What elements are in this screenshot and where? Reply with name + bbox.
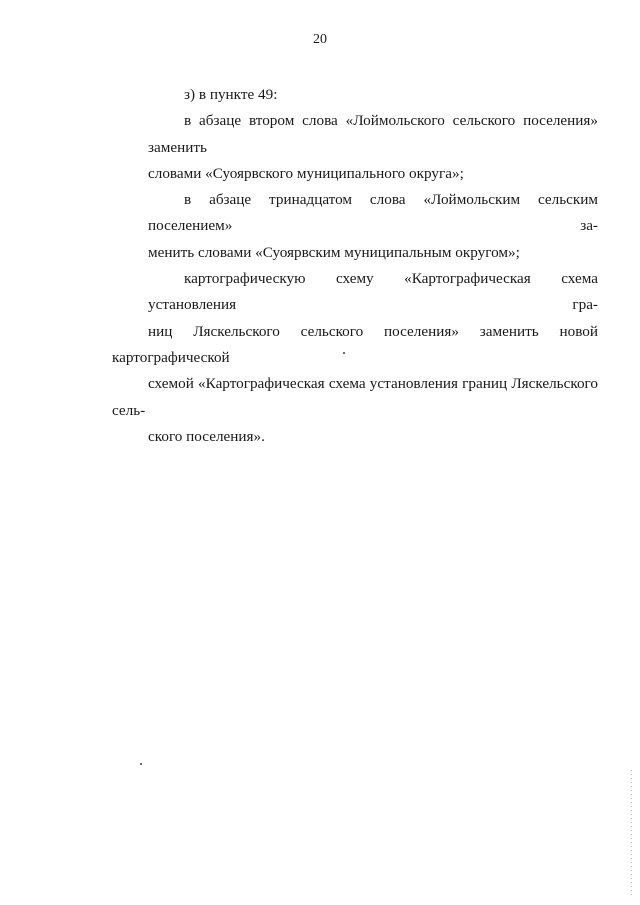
- paragraph-item-z: [112, 82, 598, 108]
- scan-speck: [140, 763, 142, 765]
- text-line: схемой «Картографическая схема установления границ Ляскельского сель-: [112, 375, 598, 419]
- paragraph-replace-map-scheme: [112, 266, 598, 450]
- document-body: [112, 82, 598, 450]
- text-line: з) в пункте 49:: [184, 86, 278, 103]
- text-line: картографическую схему «Картографическая схема установления гра-: [148, 270, 598, 314]
- paragraph-replace-abzac-2: [112, 108, 598, 187]
- text-line: словами «Суоярвского муниципального округа»;: [148, 164, 464, 182]
- scan-speck: [343, 352, 345, 354]
- scan-edge-marks: [631, 770, 632, 898]
- paragraph-replace-abzac-13: [112, 187, 598, 266]
- text-line: ского поселения».: [148, 427, 265, 445]
- page-number: 20: [313, 32, 327, 47]
- text-line: менить словами «Суоярвским муниципальным округом»;: [148, 243, 520, 261]
- text-line: в абзаце тринадцатом слова «Лоймольским сельским поселением» за-: [148, 191, 598, 235]
- text-line: ниц Ляскельского сельского поселения» заменить новой картографической: [112, 322, 598, 366]
- text-line: в абзаце втором слова «Лоймольского сельского поселения» заменить: [148, 112, 598, 156]
